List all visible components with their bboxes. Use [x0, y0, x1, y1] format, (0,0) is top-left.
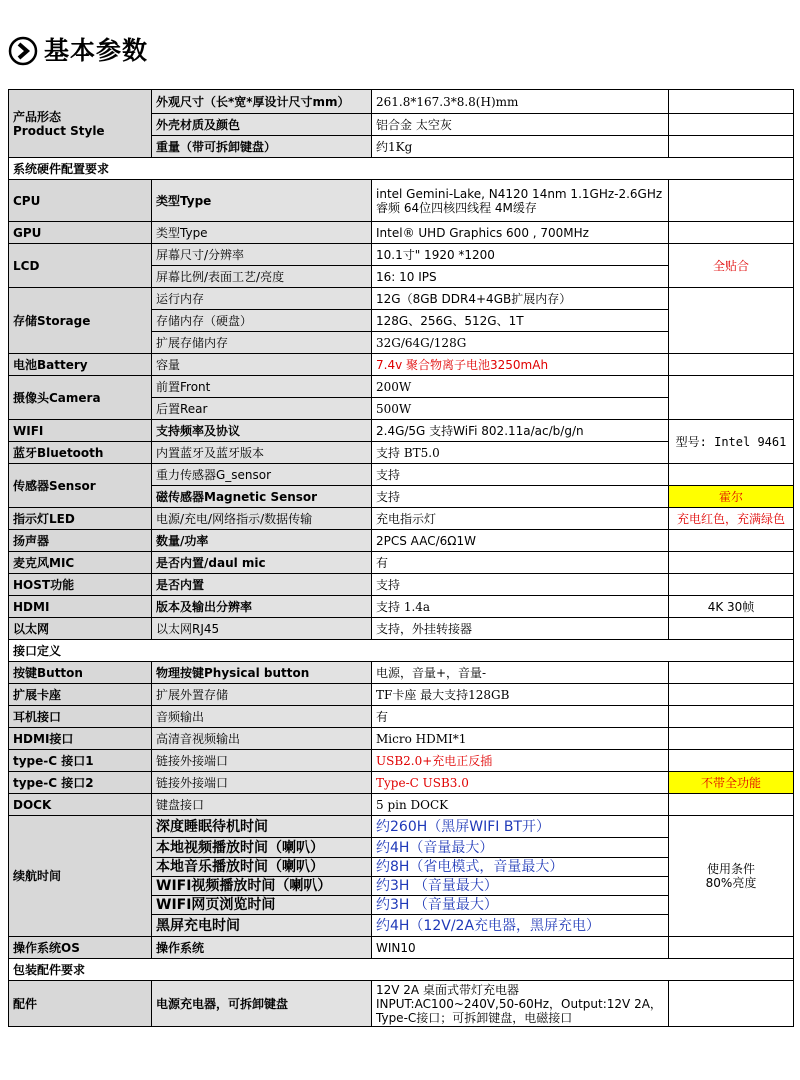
spec-row — [9, 530, 794, 552]
spec-label: 运行内存 — [152, 288, 372, 310]
spec-note — [669, 937, 794, 959]
spec-note — [669, 180, 794, 222]
category-cell: 电池Battery — [9, 354, 152, 376]
category-cell — [9, 90, 152, 158]
spec-row — [9, 376, 794, 398]
spec-value: 10.1寸" 1920 *1200 — [372, 244, 669, 266]
spec-value: 2.4G/5G 支持WiFi 802.11a/ac/b/g/n — [372, 420, 669, 442]
category-cell: type-C 接口1 — [9, 750, 152, 772]
text-line: 80%亮度 — [705, 876, 757, 890]
spec-value: 约1Kg — [372, 136, 669, 158]
text-line: 使用条件 — [706, 862, 755, 876]
spec-value: 12G（8GB DDR4+4GB扩展内存） — [372, 288, 669, 310]
spec-label: 前置Front — [152, 376, 372, 398]
spec-row — [9, 180, 794, 222]
spec-label: 扩展存储内存 — [152, 332, 372, 354]
spec-label: 类型Type — [152, 222, 372, 244]
spec-row — [9, 981, 794, 1027]
spec-row — [9, 90, 794, 114]
spec-row — [9, 464, 794, 486]
spec-note: 全贴合 — [669, 244, 794, 288]
spec-note — [669, 222, 794, 244]
spec-value: USB2.0+充电正反插 — [372, 750, 669, 772]
text-line: intel Gemini-Lake, N4120 14nm 1.1GHz-2.6GHz — [376, 186, 663, 201]
spec-row — [9, 684, 794, 706]
spec-row — [9, 937, 794, 959]
category-cell: 麦克风MIC — [9, 552, 152, 574]
section-row — [9, 959, 794, 981]
spec-note — [669, 464, 794, 486]
spec-value: 支持，外挂转接器 — [372, 618, 669, 640]
spec-label: 内置蓝牙及蓝牙版本 — [152, 442, 372, 464]
spec-label: 屏幕比例/表面工艺/亮度 — [152, 266, 372, 288]
spec-value: Type-C USB3.0 — [372, 772, 669, 794]
section-row — [9, 640, 794, 662]
spec-value: 铝合金 太空灰 — [372, 114, 669, 136]
spec-label: WIFI视频播放时间（喇叭） — [152, 877, 372, 896]
spec-value: 32G/64G/128G — [372, 332, 669, 354]
spec-value: 200W — [372, 376, 669, 398]
spec-value — [372, 981, 669, 1027]
spec-note — [669, 574, 794, 596]
category-cell: 续航时间 — [9, 816, 152, 937]
spec-row — [9, 816, 794, 838]
spec-row — [9, 508, 794, 530]
spec-label: 后置Rear — [152, 398, 372, 420]
category-cell: GPU — [9, 222, 152, 244]
spec-row — [9, 772, 794, 794]
spec-label: 重量（带可拆卸键盘） — [152, 136, 372, 158]
spec-note — [669, 706, 794, 728]
spec-label: 重力传感器G_sensor — [152, 464, 372, 486]
spec-value: 充电指示灯 — [372, 508, 669, 530]
category-cell: 以太网 — [9, 618, 152, 640]
spec-note — [669, 618, 794, 640]
spec-value: Intel® UHD Graphics 600 , 700MHz — [372, 222, 669, 244]
spec-label: 数量/功率 — [152, 530, 372, 552]
section-row — [9, 158, 794, 180]
category-cell: HDMI — [9, 596, 152, 618]
spec-note: 霍尔 — [669, 486, 794, 508]
spec-value: TF卡座 最大支持128GB — [372, 684, 669, 706]
section-title: 包装配件要求 — [9, 959, 794, 981]
category-cell: 摄像头Camera — [9, 376, 152, 420]
spec-note — [669, 354, 794, 376]
spec-label: 扩展外置存储 — [152, 684, 372, 706]
spec-note — [669, 288, 794, 354]
spec-label: 电源/充电/网络指示/数据传输 — [152, 508, 372, 530]
text-line: 产品形态 — [13, 109, 62, 124]
category-cell: 扩展卡座 — [9, 684, 152, 706]
spec-note — [669, 530, 794, 552]
category-cell: 耳机接口 — [9, 706, 152, 728]
spec-row — [9, 596, 794, 618]
spec-value: Micro HDMI*1 — [372, 728, 669, 750]
spec-value: 16: 10 IPS — [372, 266, 669, 288]
spec-label: 操作系统 — [152, 937, 372, 959]
spec-row — [9, 750, 794, 772]
spec-note: 不带全功能 — [669, 772, 794, 794]
spec-label: 支持频率及协议 — [152, 420, 372, 442]
spec-value: 约8H（省电模式，音量最大） — [372, 858, 669, 877]
category-cell: 按键Button — [9, 662, 152, 684]
text-line: Type-C接口；可拆卸键盘，电磁接口 — [376, 1010, 573, 1025]
category-cell: WIFI — [9, 420, 152, 442]
spec-value: 261.8*167.3*8.8(H)mm — [372, 90, 669, 114]
spec-label: 容量 — [152, 354, 372, 376]
chevron-right-circle-icon — [8, 36, 38, 66]
text-line: 睿频 64位四核四线程 4M缓存 — [376, 200, 537, 215]
category-cell: 传感器Sensor — [9, 464, 152, 508]
spec-value: 支持 — [372, 486, 669, 508]
spec-value — [372, 180, 669, 222]
spec-note — [669, 552, 794, 574]
spec-value: 5 pin DOCK — [372, 794, 669, 816]
category-cell: 操作系统OS — [9, 937, 152, 959]
spec-value: 约260H（黑屏WIFI BT开） — [372, 816, 669, 838]
spec-note — [669, 114, 794, 136]
text-line: 12V 2A 桌面式带灯充电器 — [376, 982, 519, 997]
spec-value: 支持 1.4a — [372, 596, 669, 618]
spec-value: 约4H（12V/2A充电器，黑屏充电） — [372, 915, 669, 937]
spec-value: 有 — [372, 706, 669, 728]
spec-label: 是否内置 — [152, 574, 372, 596]
spec-row — [9, 244, 794, 266]
spec-note — [669, 376, 794, 420]
spec-value: 约3H （音量最大） — [372, 896, 669, 915]
category-cell: LCD — [9, 244, 152, 288]
spec-value: 约4H（音量最大） — [372, 838, 669, 858]
spec-note — [669, 728, 794, 750]
section-title: 接口定义 — [9, 640, 794, 662]
spec-value: 有 — [372, 552, 669, 574]
spec-label: 类型Type — [152, 180, 372, 222]
spec-label: 键盘接口 — [152, 794, 372, 816]
page-header — [0, 0, 800, 86]
category-cell: 指示灯LED — [9, 508, 152, 530]
category-cell: HDMI接口 — [9, 728, 152, 750]
category-cell: 扬声器 — [9, 530, 152, 552]
spec-row — [9, 706, 794, 728]
spec-label: WIFI网页浏览时间 — [152, 896, 372, 915]
spec-table — [8, 89, 794, 1027]
category-cell: type-C 接口2 — [9, 772, 152, 794]
spec-label: 存储内存（硬盘） — [152, 310, 372, 332]
spec-label: 高清音视频输出 — [152, 728, 372, 750]
page-title: 基本参数 — [44, 36, 149, 65]
spec-label: 屏幕尺寸/分辨率 — [152, 244, 372, 266]
section-title: 系统硬件配置要求 — [9, 158, 794, 180]
spec-note — [669, 794, 794, 816]
spec-label: 物理按键Physical button — [152, 662, 372, 684]
category-cell: 存储Storage — [9, 288, 152, 354]
spec-note: 充电红色，充满绿色 — [669, 508, 794, 530]
category-cell: CPU — [9, 180, 152, 222]
spec-row — [9, 420, 794, 442]
spec-note — [669, 684, 794, 706]
spec-label: 外观尺寸（长*宽*厚设计尺寸mm） — [152, 90, 372, 114]
spec-label: 链接外接端口 — [152, 750, 372, 772]
spec-label: 是否内置/daul mic — [152, 552, 372, 574]
spec-value: 电源，音量+，音量- — [372, 662, 669, 684]
spec-label: 电源充电器，可拆卸键盘 — [152, 981, 372, 1027]
spec-label: 音频输出 — [152, 706, 372, 728]
spec-note: 4K 30帧 — [669, 596, 794, 618]
spec-value: 128G、256G、512G、1T — [372, 310, 669, 332]
spec-value: 支持 — [372, 464, 669, 486]
spec-value: 7.4v 聚合物离子电池3250mAh — [372, 354, 669, 376]
spec-label: 版本及输出分辨率 — [152, 596, 372, 618]
spec-note — [669, 90, 794, 114]
category-cell: 配件 — [9, 981, 152, 1027]
spec-label: 本地视频播放时间（喇叭） — [152, 838, 372, 858]
spec-note: 型号: Intel 9461 — [669, 420, 794, 464]
text-line: Product Style — [13, 123, 105, 138]
spec-row — [9, 354, 794, 376]
spec-label: 外壳材质及颜色 — [152, 114, 372, 136]
spec-value: 2PCS AAC/6Ω1W — [372, 530, 669, 552]
spec-note — [669, 136, 794, 158]
spec-label: 链接外接端口 — [152, 772, 372, 794]
text-line: INPUT:AC100~240V,50-60Hz，Output:12V 2A， — [376, 996, 662, 1011]
spec-value: 支持 BT5.0 — [372, 442, 669, 464]
spec-value: 500W — [372, 398, 669, 420]
spec-note — [669, 816, 794, 937]
spec-row — [9, 552, 794, 574]
category-cell: HOST功能 — [9, 574, 152, 596]
spec-note — [669, 750, 794, 772]
spec-label: 黑屏充电时间 — [152, 915, 372, 937]
spec-row — [9, 288, 794, 310]
spec-value: 支持 — [372, 574, 669, 596]
spec-value: WIN10 — [372, 937, 669, 959]
spec-label: 本地音乐播放时间（喇叭） — [152, 858, 372, 877]
spec-label: 磁传感器Magnetic Sensor — [152, 486, 372, 508]
spec-row — [9, 574, 794, 596]
spec-value: 约3H （音量最大） — [372, 877, 669, 896]
spec-row — [9, 794, 794, 816]
spec-label: 以太网RJ45 — [152, 618, 372, 640]
category-cell: DOCK — [9, 794, 152, 816]
spec-note — [669, 981, 794, 1027]
spec-row — [9, 618, 794, 640]
spec-row — [9, 222, 794, 244]
spec-row — [9, 728, 794, 750]
spec-row — [9, 662, 794, 684]
spec-label: 深度睡眠待机时间 — [152, 816, 372, 838]
category-cell: 蓝牙Bluetooth — [9, 442, 152, 464]
spec-note — [669, 662, 794, 684]
